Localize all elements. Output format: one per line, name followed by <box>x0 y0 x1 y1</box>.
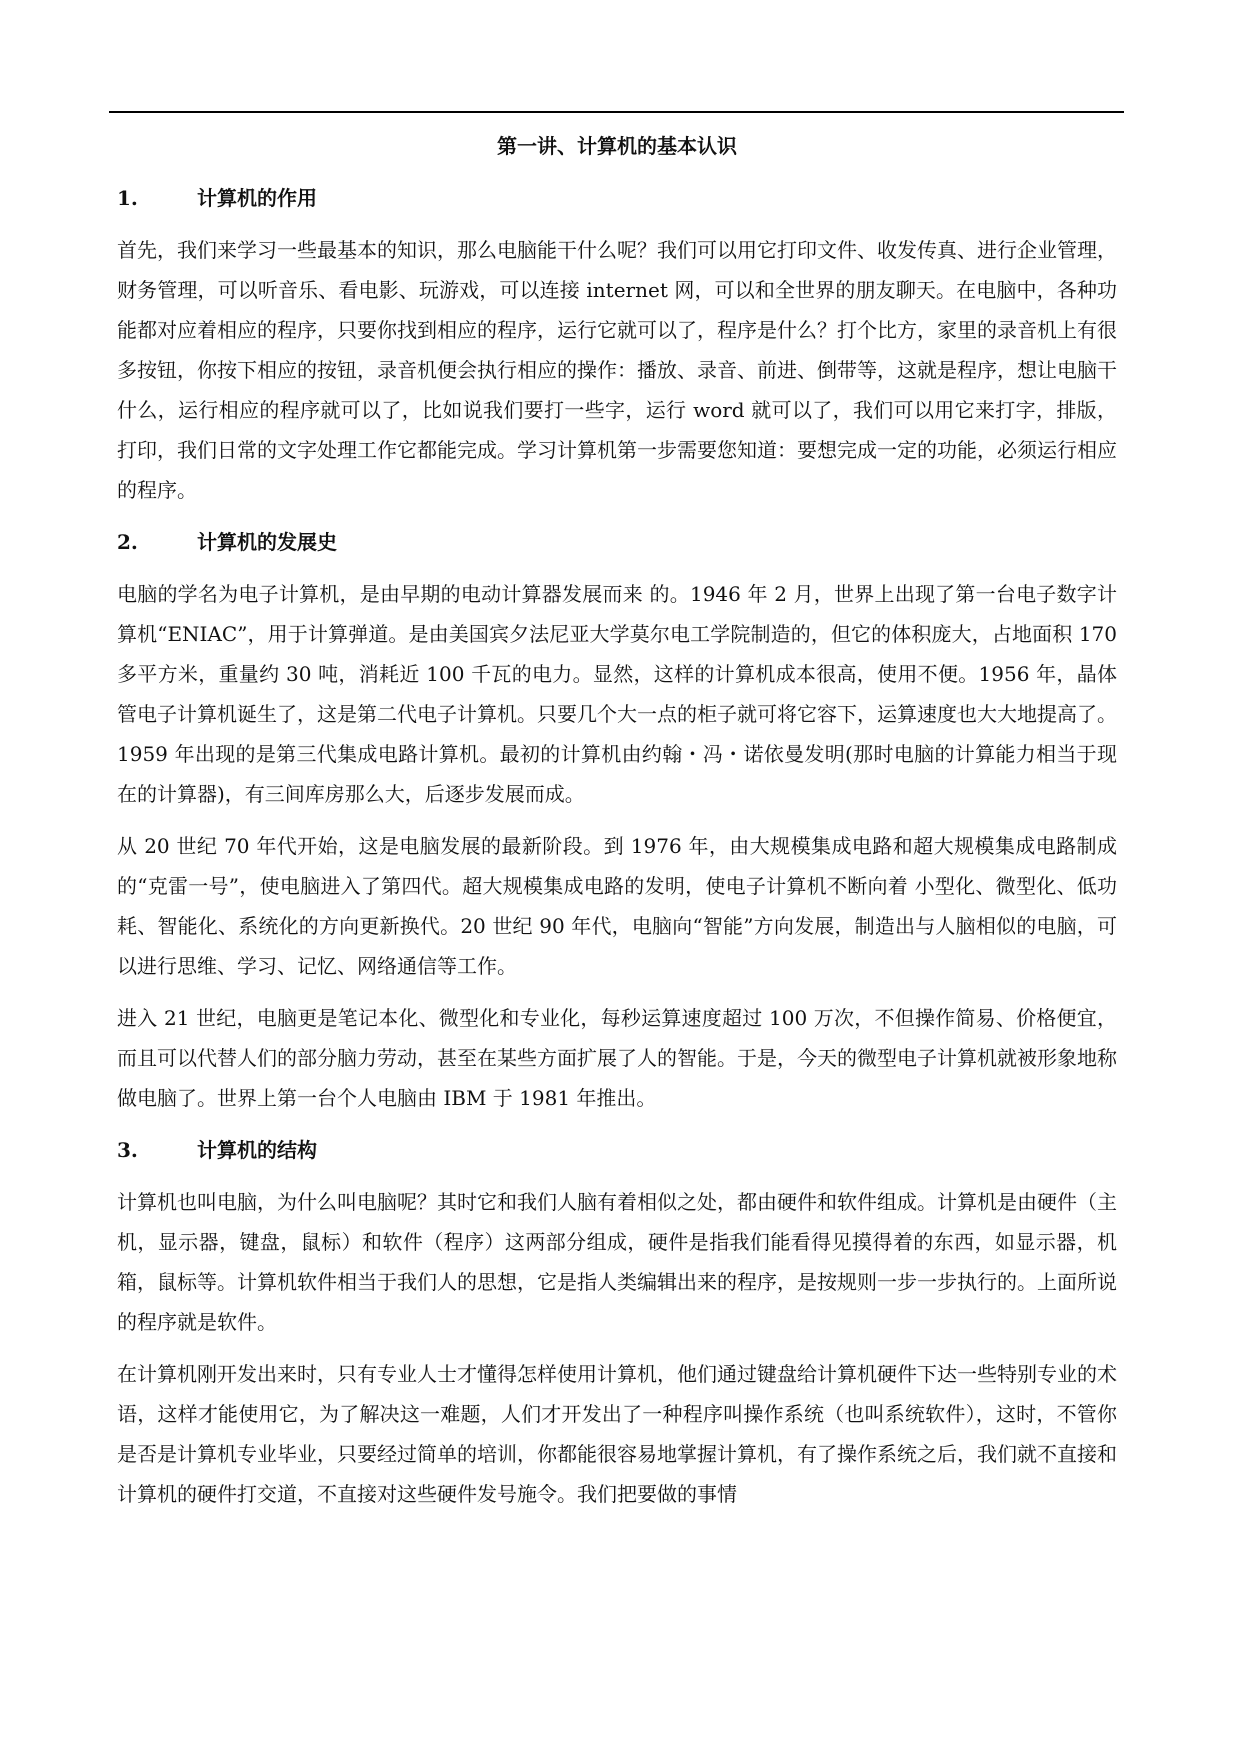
paragraph: 首先，我们来学习一些最基本的知识，那么电脑能干什么呢？我们可以用它打印文件、收发传真、进行企业管理，财务管理，可以听音乐、看电影、玩游戏，可以连接 internet 网，可以和全世界的朋友聊天。在电脑中，各种功能都对应着相应的程序，只要你找到相应的程序，运行它就可以了，程序是什么？打个比方，家里的录音机上有很多按钮，你按下相应的按钮，录音机便会执行相应的操作：播放、录音、前进、倒带等，这就是程序，想让电脑干什么，运行相应的程序就可以了，比如说我们要打一些字，运行 word 就可以了，我们可以用它来打字，排版，打印，我们日常的文字处理工作它都能完成。学习计算机第一步需要您知道：要想完成一定的功能，必须运行相应的程序。 <box>117 238 1117 502</box>
paragraph: 进入 21 世纪，电脑更是笔记本化、微型化和专业化，每秒运算速度超过 100 万次，不但操作简易、价格便宜，而且可以代替人们的部分脑力劳动，甚至在某些方面扩展了人的智能。于是，今天的微型电子计算机就被形象地称做电脑了。世界上第一台个人电脑由 IBM 于 1981 年推出。 <box>117 1006 1117 1110</box>
section-title: 计算机的结构 <box>197 1138 317 1162</box>
section-number: 1. <box>117 186 138 210</box>
paragraph: 计算机也叫电脑，为什么叫电脑呢？其时它和我们人脑有着相似之处，都由硬件和软件组成。计算机是由硬件（主机，显示器，键盘，鼠标）和软件（程序）这两部分组成，硬件是指我们能看得见摸得着的东西，如显示器，机箱，鼠标等。计算机软件相当于我们人的思想，它是指人类编辑出来的程序，是按规则一步一步执行的。上面所说的程序就是软件。 <box>117 1190 1117 1334</box>
paragraph: 在计算机刚开发出来时，只有专业人士才懂得怎样使用计算机，他们通过键盘给计算机硬件下达一些特别专业的术语，这样才能使用它，为了解决这一难题，人们才开发出了一种程序叫操作系统（也叫系统软件），这时，不管你是否是计算机专业毕业，只要经过简单的培训，你都能很容易地掌握计算机，有了操作系统之后，我们就不直接和计算机的硬件打交道，不直接对这些硬件发号施令。我们把要做的事情 <box>117 1362 1117 1506</box>
section-heading-2 <box>117 522 1117 562</box>
section-title: 计算机的作用 <box>197 186 317 210</box>
document-body <box>117 126 1117 1526</box>
section-number: 3. <box>117 1138 138 1162</box>
paragraph: 从 20 世纪 70 年代开始，这是电脑发展的最新阶段。到 1976 年，由大规模集成电路和超大规模集成电路制成的“克雷一号”，使电脑进入了第四代。超大规模集成电路的发明，使电子计算机不断向着 小型化、微型化、低功耗、智能化、系统化的方向更新换代。20 世纪 90 年代，电脑向“智能”方向发展，制造出与人脑相似的电脑，可以进行思维、学习、记忆、网络通信等工作。 <box>117 834 1117 978</box>
section-heading-3 <box>117 1130 1117 1170</box>
document-title: 第一讲、计算机的基本认识 <box>497 134 737 158</box>
header-rule <box>109 111 1124 113</box>
paragraph: 电脑的学名为电子计算机，是由早期的电动计算器发展而来 的。1946 年 2 月，世界上出现了第一台电子数字计算机“ENIAC”，用于计算弹道。是由美国宾夕法尼亚大学莫尔电工学院制造的，但它的体积庞大，占地面积 170 多平方米，重量约 30 吨，消耗近 100 千瓦的电力。显然，这样的计算机成本很高，使用不便。1956 年，晶体管电子计算机诞生了，这是第二代电子计算机。只要几个大一点的柜子就可将它容下，运算速度也大大地提高了。1959 年出现的是第三代集成电路计算机。最初的计算机由约翰・冯・诺依曼发明(那时电脑的计算能力相当于现在的计算器)，有三间库房那么大，后逐步发展而成。 <box>117 582 1117 806</box>
section-number: 2. <box>117 530 138 554</box>
section-title: 计算机的发展史 <box>197 530 337 554</box>
section-heading-1 <box>117 178 1117 218</box>
